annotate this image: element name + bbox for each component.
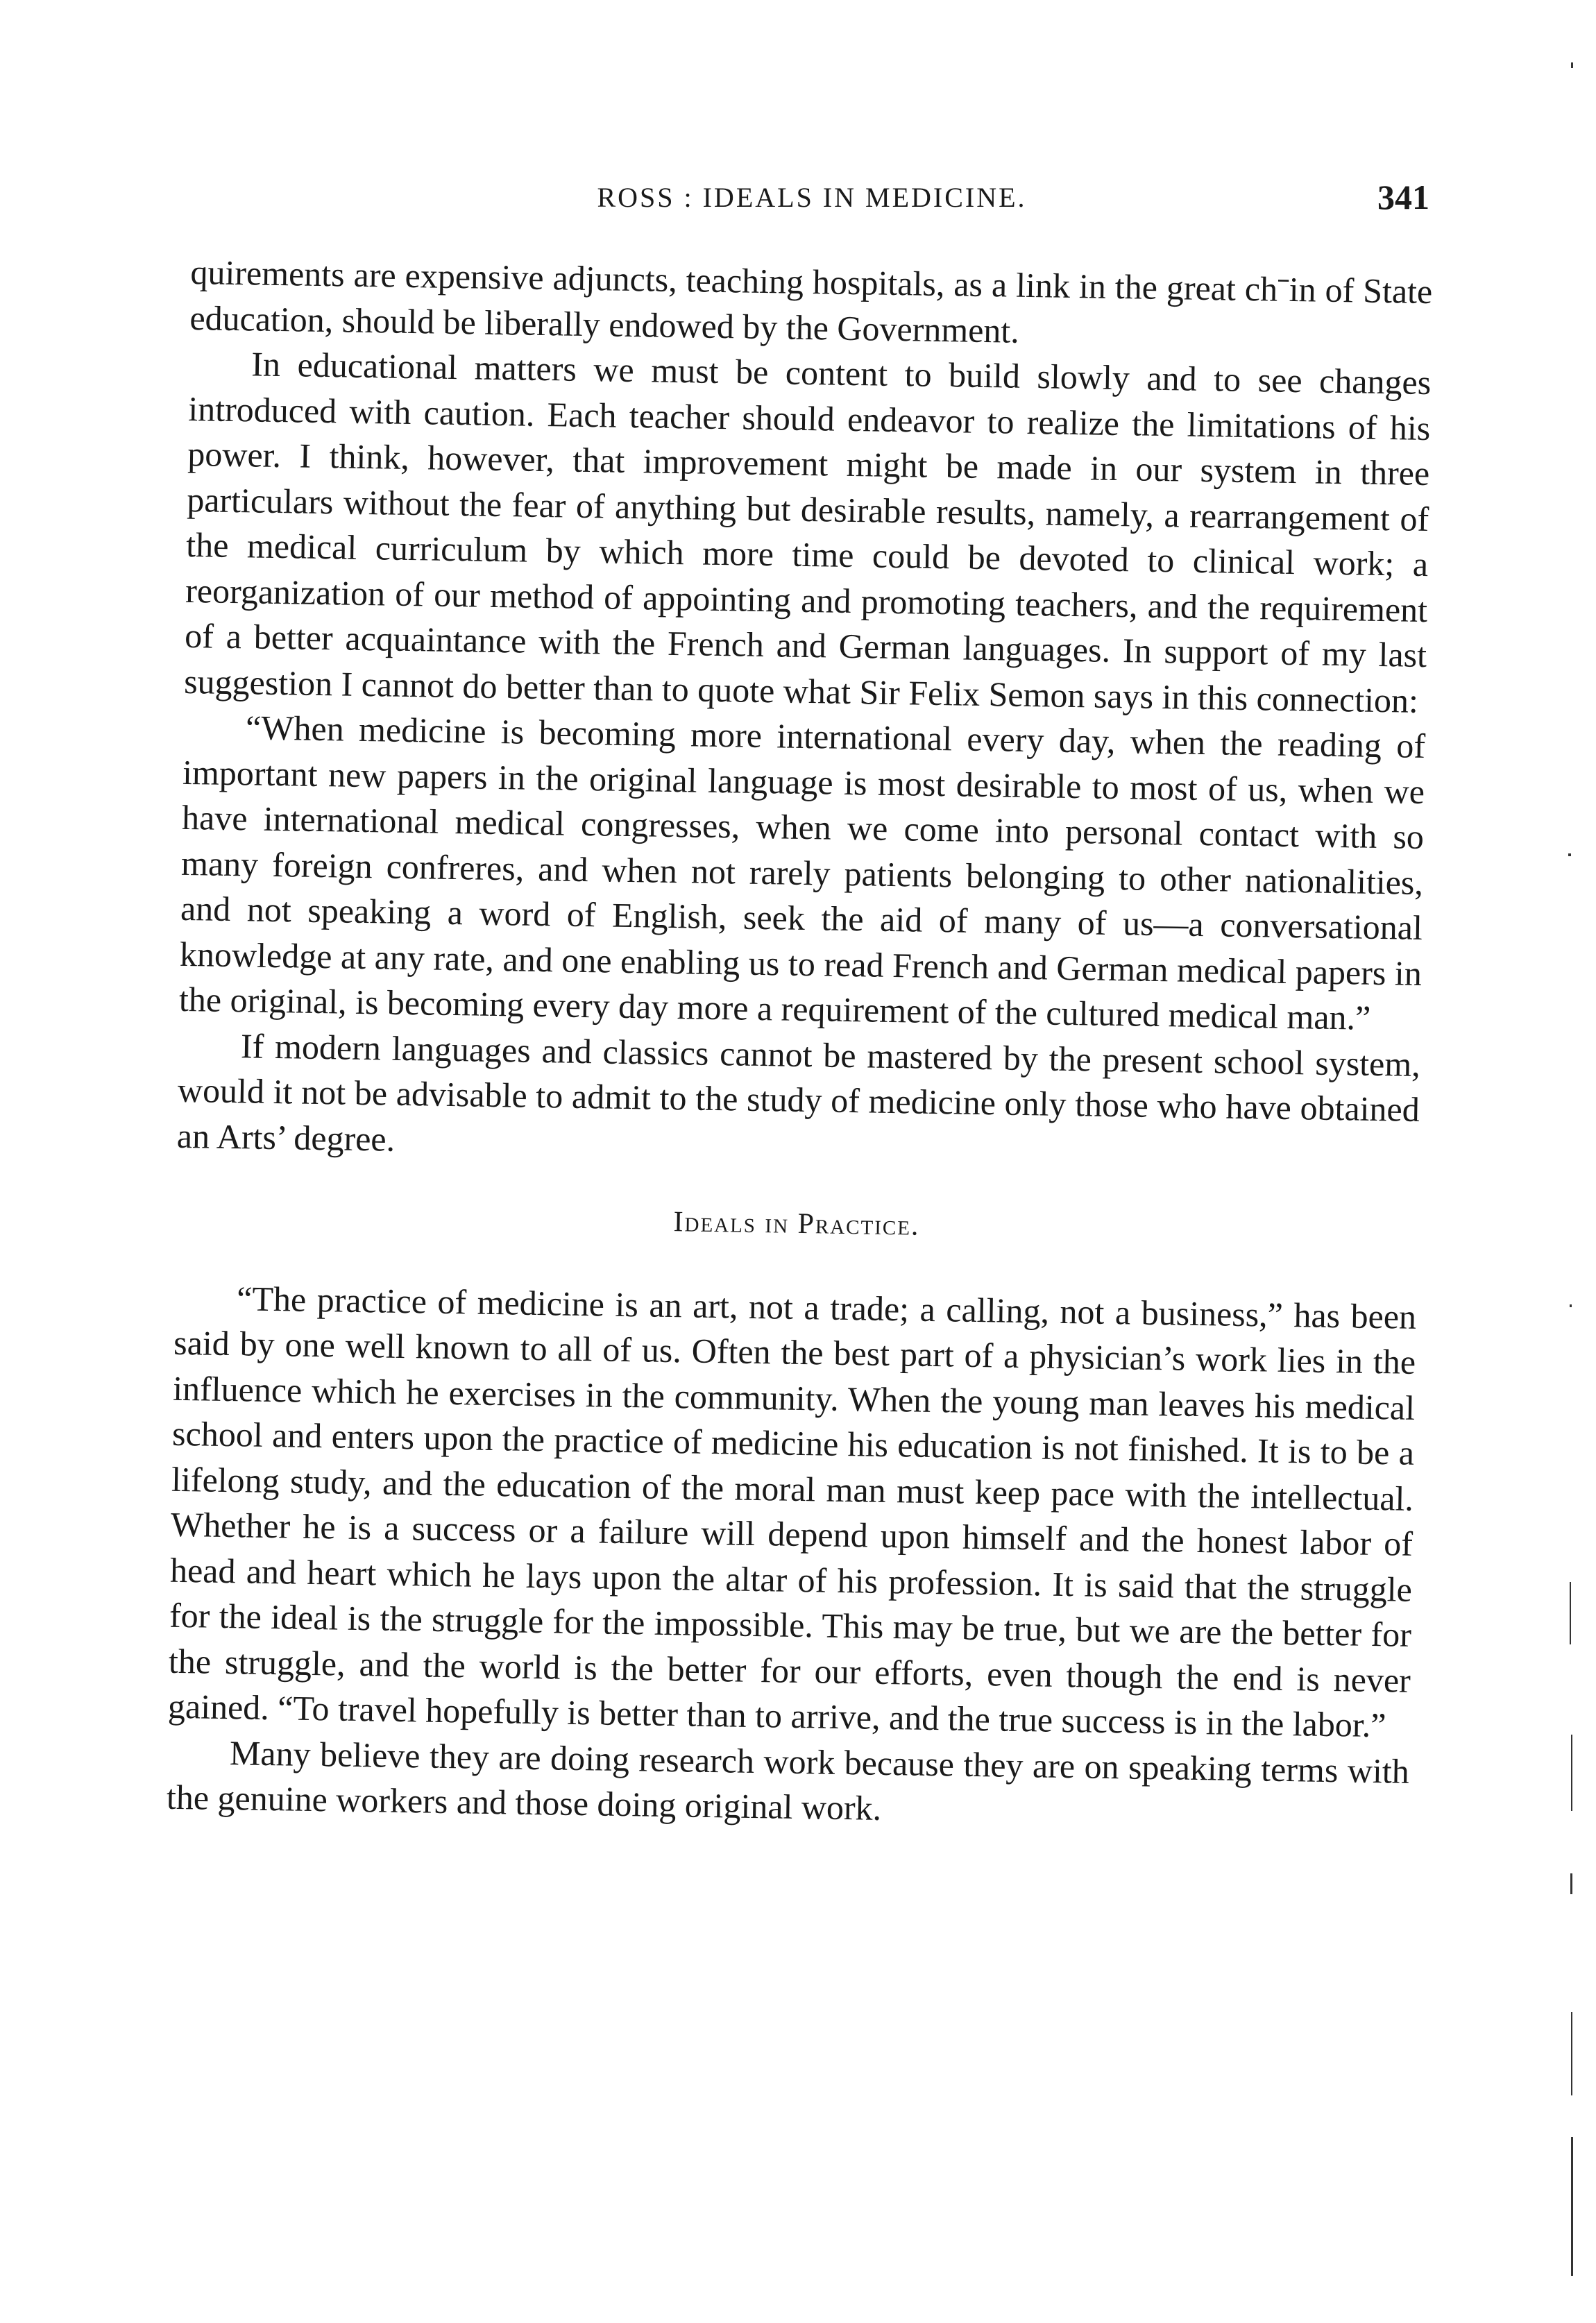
page-number: 341 — [1377, 178, 1429, 216]
running-head — [194, 177, 1429, 226]
paragraph-practice-of-medicine: “The practice of medicine is an art, not a trade; a calling, not a business,” has been said by one well known to all of us. Often the best part of a physician’s work lies in the influence which he exercises in the community. When the young man leaves his medical school and enters upon the practice of medicine his education is not finished. It is to be a lifelong study, and the education of the moral man must keep pace with the intellectual. Whether he is a success or a failure will depend upon himself and the honest labor of head and heart which he lays upon the altar of his profession. It is said that the struggle for the ideal is the struggle for the impossible. This may be true, but we are the better for the struggle, and the world is the better for our efforts, even though the end is never gained. “To travel hopefully is better than to arrive, and the true success is in the labor.” — [167, 1278, 1417, 1745]
running-title: ROSS : IDEALS IN MEDICINE. — [597, 182, 1027, 213]
paragraph-research-work: Many believe they are doing research work because they are on speaking terms with the genuine workers and those doing original work. — [166, 1733, 1410, 1828]
block-quote-semon: “When medicine is becoming more international every day, when the reading of important new papers in the original language is most desirable to most of us, when we have international medical congresses, when we come into personal contact with so many foreign confreres, and when not rarely patients belonging to other nationalities, and not speaking a word of English, seek the aid of many of us—a conversational knowledge at any rate, and one enabling us to read French and German medical papers in the original, is becoming every day more a requirement of the cultured medical man.” — [178, 708, 1426, 1037]
scan-margin-marks — [1554, 0, 1596, 2323]
paragraph-educational-matters: In educational matters we must be content to build slowly and to see changes introduced with caution. Each teacher should endeavor to realize the limitations of his power. I think, however, that improvement might be made in our system in three particulars without the fear of anything but desirable results, namely, a rearrangement of the medical curriculum by which more time could be devoted to clinical work; a reorganization of our method of appointing and promoting teachers, and the requirement of a better acquaintance with the French and German languages. In support of my last suggestion I cannot do better than to quote what Sir Felix Semon says in this connection: — [183, 344, 1432, 720]
body-text — [166, 250, 1432, 1839]
paragraph-modern-languages: If modern languages and classics cannot be mastered by the present school system, would it not be advisable to admit to the study of medicine only those who have obtained an Arts’ degree. — [176, 1026, 1421, 1159]
paragraph-continuation: quirements are expensive adjuncts, teaching hospitals, as a link in the great chˉin of State education, should be liberally endowed by the Government. — [189, 252, 1433, 350]
section-heading: Ideals in Practice. — [673, 1206, 920, 1242]
